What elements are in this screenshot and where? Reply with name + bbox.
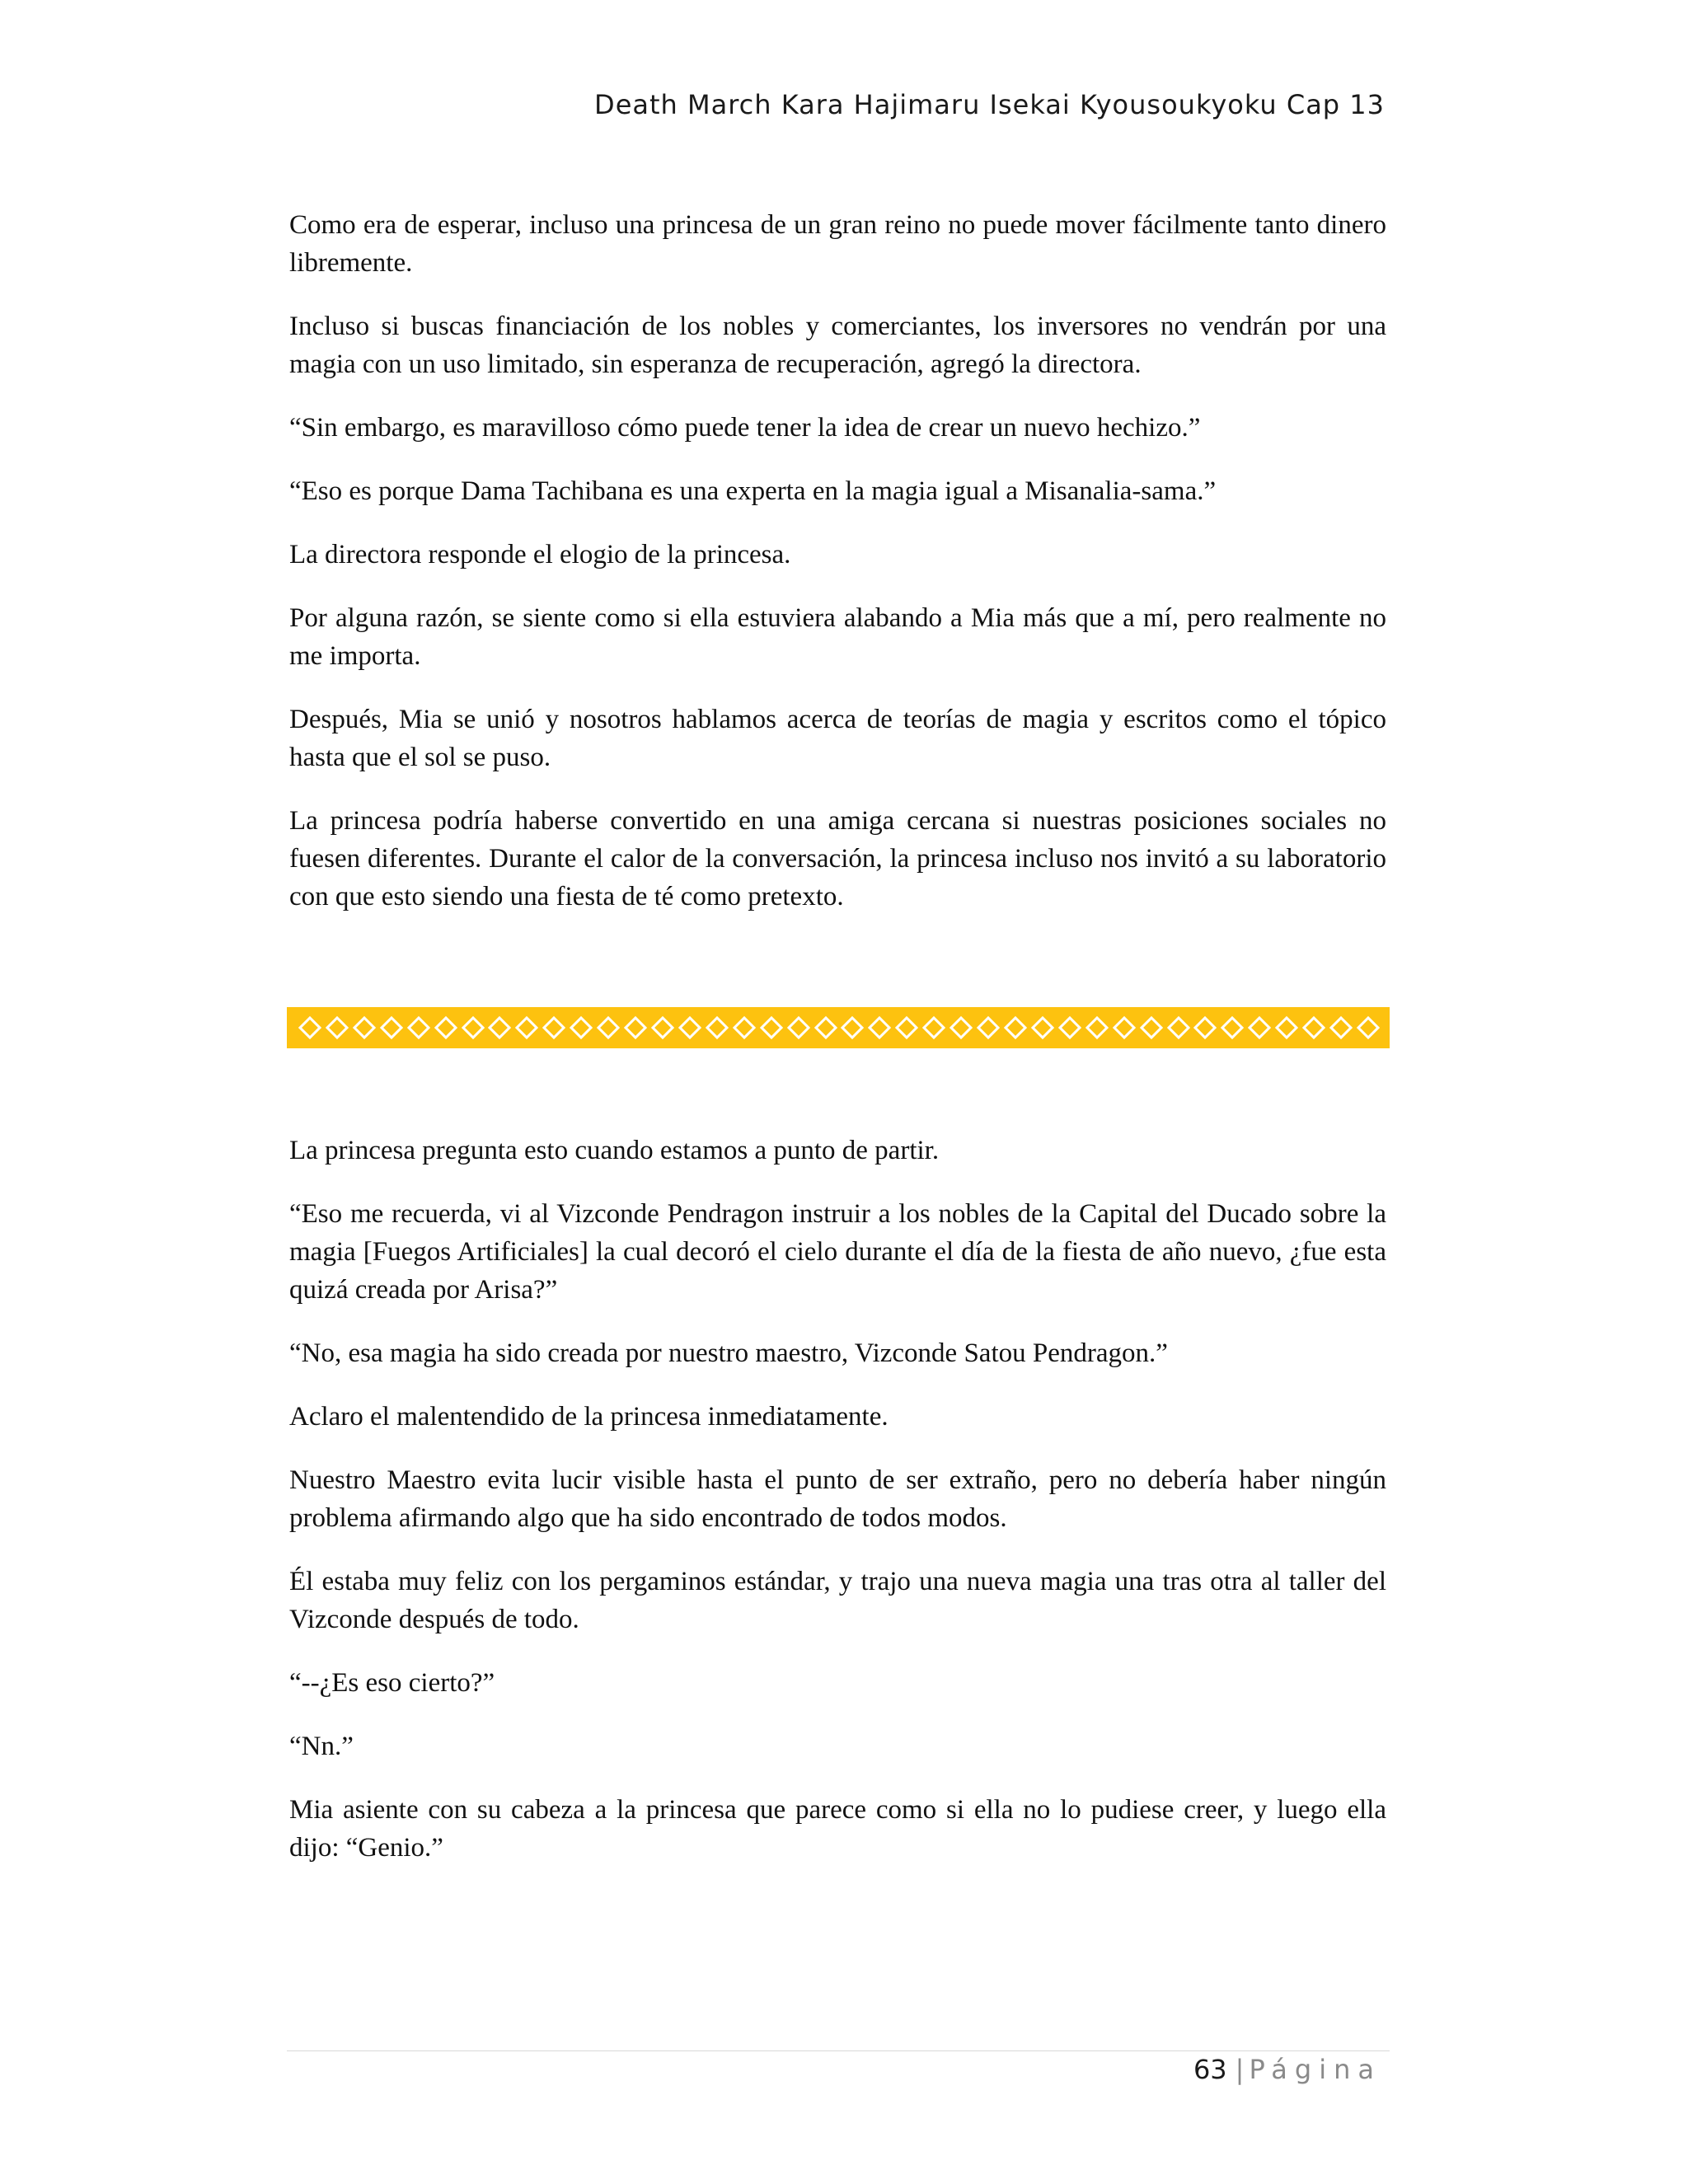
paragraph: La princesa pregunta esto cuando estamos a punto de partir. [289,1136,940,1165]
diamond-ornament-icon [895,1016,918,1039]
diamond-ornament-icon [1166,1016,1189,1039]
diamond-ornament-icon [1357,1016,1380,1039]
diamond-ornament-icon [1248,1016,1271,1039]
page-header-title: Death March Kara Hajimaru Isekai Kyousoukyoku Cap 13 [594,89,1385,120]
diamond-ornament-icon [651,1016,674,1039]
diamond-ornament-icon [1139,1016,1162,1039]
diamond-ornament-icon [977,1016,1000,1039]
diamond-ornament-icon [353,1016,376,1039]
paragraph: “--¿Es eso cierto?” [289,1668,495,1698]
diamond-ornament-icon [461,1016,484,1039]
diamond-ornament-icon [326,1016,349,1039]
diamond-ornament-icon [515,1016,538,1039]
diamond-ornament-icon [1004,1016,1027,1039]
diamond-ornament-icon [841,1016,864,1039]
diamond-ornament-icon [1113,1016,1136,1039]
page-number: 63 [1193,2054,1227,2085]
diamond-ornament-icon [407,1016,430,1039]
paragraph: Él estaba muy feliz con los pergaminos estándar, y trajo una nueva magia una tras otra al taller del Vizconde después de todo. [289,1567,1386,1634]
paragraph: “Nn.” [289,1732,354,1761]
diamond-ornament-icon [1031,1016,1054,1039]
diamond-ornament-icon [1058,1016,1081,1039]
page-footer [1193,2054,1381,2085]
paragraph: “Eso me recuerda, vi al Vizconde Pendragon instruir a los nobles de la Capital del Ducado sobre la magia [Fuegos Artificiales] la cual decoró el cielo durante el día de la fiesta de año nuevo, ¿fue esta quizá creada por Arisa?” [289,1199,1386,1305]
paragraph: Aclaro el malentendido de la princesa inmediatamente. [289,1402,889,1432]
paragraph: La directora responde el elogio de la princesa. [289,540,791,569]
paragraph: Como era de esperar, incluso una princesa de un gran reino no puede mover fácilmente tanto dinero libremente. [289,210,1386,278]
paragraph: Mia asiente con su cabeza a la princesa que parece como si ella no lo pudiese creer, y luego ella dijo: “Genio.” [289,1795,1386,1863]
diamond-ornament-icon [298,1016,321,1039]
diamond-ornament-icon [760,1016,783,1039]
paragraph: Incluso si buscas financiación de los nobles y comerciantes, los inversores no vendrán por una magia con un uso limitado, sin esperanza de recuperación, agregó la directora. [289,312,1386,379]
diamond-ornament-icon [1221,1016,1244,1039]
diamond-ornament-icon [1193,1016,1217,1039]
diamond-ornament-icon [950,1016,973,1039]
paragraph: “Sin embargo, es maravilloso cómo puede tener la idea de crear un nuevo hechizo.” [289,413,1201,443]
diamond-ornament-icon [733,1016,756,1039]
diamond-ornament-icon [706,1016,729,1039]
footer-divider [287,2050,1390,2051]
page-label: Página [1249,2054,1381,2085]
paragraph: “No, esa magia ha sido creada por nuestro maestro, Vizconde Satou Pendragon.” [289,1338,1168,1368]
diamond-ornament-icon [380,1016,403,1039]
diamond-ornament-icon [570,1016,593,1039]
diamond-ornament-icon [624,1016,647,1039]
text-section-top [289,206,1386,941]
scene-break-divider [287,1007,1390,1048]
footer-separator: | [1235,2054,1245,2085]
diamond-ornament-icon [814,1016,837,1039]
diamond-ornament-icon [434,1016,457,1039]
paragraph: Nuestro Maestro evita lucir visible hasta el punto de ser extraño, pero no debería haber ningún problema afirmando algo que ha sido encontrado de todos modos. [289,1465,1386,1533]
diamond-ornament-icon [868,1016,891,1039]
diamond-ornament-icon [1329,1016,1353,1039]
diamond-ornament-icon [1085,1016,1109,1039]
diamond-ornament-icon [786,1016,809,1039]
diamond-ornament-icon [922,1016,945,1039]
text-section-bottom [289,1132,1386,1892]
diamond-ornament-icon [597,1016,620,1039]
diamond-ornament-icon [1275,1016,1298,1039]
paragraph: Después, Mia se unió y nosotros hablamos acerca de teorías de magia y escritos como el tópico hasta que el sol se puso. [289,705,1386,772]
diamond-ornament-icon [678,1016,701,1039]
paragraph: Por alguna razón, se siente como si ella estuviera alabando a Mia más que a mí, pero realmente no me importa. [289,603,1386,671]
diamond-ornament-icon [488,1016,511,1039]
paragraph: La princesa podría haberse convertido en una amiga cercana si nuestras posiciones sociales no fuesen diferentes. Durante el calor de la conversación, la princesa incluso nos invitó a su laboratorio con que esto siendo una fiesta de té como pretexto. [289,806,1386,912]
diamond-ornament-icon [1302,1016,1325,1039]
diamond-ornament-icon [542,1016,565,1039]
paragraph: “Eso es porque Dama Tachibana es una experta en la magia igual a Misanalia-sama.” [289,476,1217,506]
